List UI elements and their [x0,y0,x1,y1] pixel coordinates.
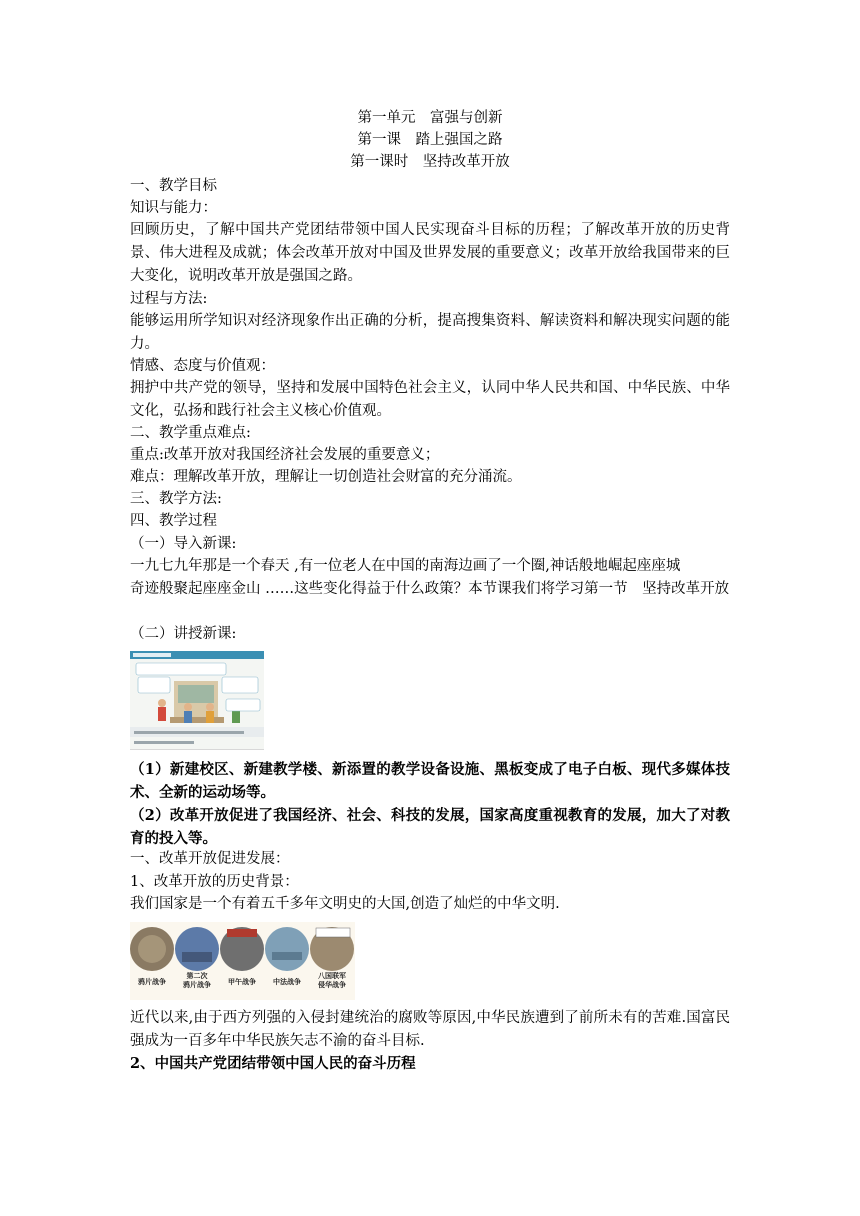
invasion-wars-drawing [130,922,355,1000]
invasion-wars-illustration [130,922,355,1000]
teach-label: （二）讲授新课: [130,626,237,642]
classroom-illustration [130,651,264,750]
second-opium-war-image [175,927,219,971]
intro-line-1: 一九七九年那是一个春天 ,有一位老人在中国的南海边画了一个圈,神话般地崛起座座城 [130,558,681,574]
lesson-title: 第一课 踏上强国之路 [357,132,503,148]
difficult-point: 难点：理解改革开放，理解让一切创造社会财富的充分涌流。 [130,469,522,485]
civilization-text: 我们国家是一个有着五千多年文明史的大国,创造了灿烂的中华文明. [130,896,560,912]
intro-line-2: 奇迹般聚起座座金山 ……这些变化得益于什么政策？本节课我们将学习第一节 坚持改革开放 [130,581,730,597]
unit-title: 第一单元 富强与创新 [357,110,503,126]
period-title: 第一课时 坚持改革开放 [350,154,510,170]
classroom-illustration-drawing [130,651,264,749]
answer-1: （1）新建校区、新建教学楼、新添置的教学设备设施、黑板变成了电子白板、现代多媒体技术、全新的运动场等。 [130,761,730,801]
sino-french-war-image [265,927,309,971]
emotion-text: 拥护中共产党的领导，坚持和发展中国特色社会主义，认同中华人民共和国、中华民族、中华文化，弘扬和践行社会主义核心价值观。 [130,380,730,419]
war-label-sino-french: 中法战争 [273,977,301,986]
war-label-eight-nation-1: 八国联军 [318,971,346,980]
process-text: 能够运用所学知识对经济现象作出正确的分析，提高搜集资料、解读资料和解决现实问题的能力。 [130,313,730,352]
key-point: 重点:改革开放对我国经济社会发展的重要意义； [130,447,440,463]
knowledge-text: 回顾历史，了解中国共产党团结带领中国人民实现奋斗目标的历程；了解改革开放的历史背景、伟大进程及成就；体会改革开放对中国及世界发展的重要意义；改革开放给我国带来的巨大变化，说明改革开放是强国之路。 [130,222,730,284]
process-label: 过程与方法: [130,291,208,307]
knowledge-label: 知识与能力： [130,200,217,216]
subsection-struggle: 2、中国共产党团结带领中国人民的奋斗历程 [130,1055,416,1072]
war-label-eight-nation-2: 侵华战争 [318,980,346,989]
war-label-opium: 鸦片战争 [138,977,166,986]
emotion-label: 情感、态度与价值观： [130,358,275,374]
war-label-sino-japanese: 甲午战争 [228,977,256,986]
war-label-second-opium-1: 第二次 [186,971,208,980]
section-heading-key-points: 二、教学重点难点: [130,425,251,441]
intro-label: （一）导入新课: [130,536,237,552]
subsection-background: 1、改革开放的历史背景： [130,874,299,890]
section-heading-objectives: 一、教学目标 [130,178,217,194]
answer-2: （2）改革开放促进了我国经济、社会、科技的发展，国家高度重视教育的发展，加大了对教育的投入等。 [130,807,730,847]
section-heading-process: 四、教学过程 [130,513,217,529]
war-label-second-opium-2: 鸦片战争 [183,980,211,989]
section-heading-promote-development: 一、改革开放促进发展： [130,851,290,867]
section-heading-methods: 三、教学方法: [130,491,222,507]
modern-history-text: 近代以来,由于西方列强的入侵封建统治的腐败等原因,中华民族遭到了前所未有的苦难.国富民强成为一百多年中华民族矢志不渝的奋斗目标. [130,1010,730,1049]
